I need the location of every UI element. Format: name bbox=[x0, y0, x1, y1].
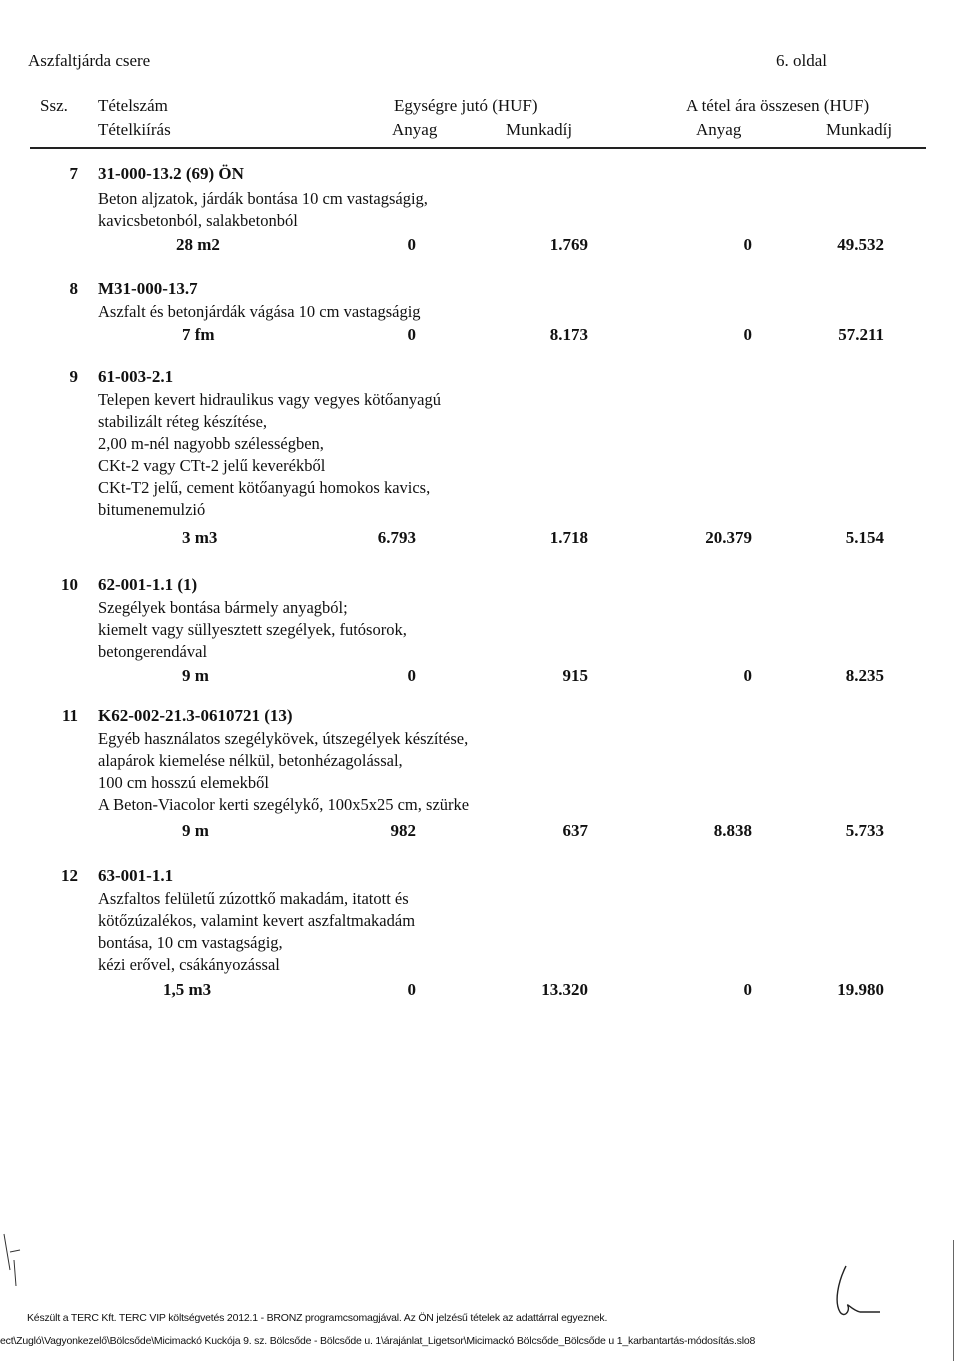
item-quantity: 3 m3 bbox=[182, 528, 218, 547]
page-number: 6. oldal bbox=[776, 51, 827, 70]
unit-munkadij: 13.320 bbox=[541, 980, 588, 999]
item-description bbox=[98, 188, 428, 232]
item-number: 8 bbox=[69, 279, 78, 298]
unit-munkadij: 8.173 bbox=[549, 325, 588, 344]
description-line: CKt-2 vagy CTt-2 jelű keverékből bbox=[98, 456, 326, 475]
page-edge-line bbox=[953, 1240, 954, 1361]
document-title: Aszfaltjárda csere bbox=[28, 51, 151, 70]
unit-anyag: 0 bbox=[407, 235, 416, 254]
item-number: 7 bbox=[69, 164, 78, 183]
description-line: Beton aljzatok, járdák bontása 10 cm vastagságig, bbox=[98, 189, 428, 208]
unit-anyag: 0 bbox=[407, 980, 416, 999]
total-anyag: 20.379 bbox=[705, 528, 752, 547]
col-tetelkiiras: Tételkiírás bbox=[98, 120, 171, 139]
description-line: Aszfaltos felületű zúzottkő makadám, itatott és bbox=[98, 889, 409, 908]
total-munkadij: 49.532 bbox=[837, 235, 884, 254]
description-line: kötőzúzalékos, valamint kevert aszfaltmakadám bbox=[98, 911, 416, 930]
item-quantity: 9 m bbox=[182, 666, 209, 685]
description-line: kézi erővel, csákányozással bbox=[98, 955, 280, 974]
item-description bbox=[98, 301, 421, 323]
description-line: Szegélyek bontása bármely anyagból; bbox=[98, 598, 348, 617]
item-description bbox=[98, 597, 407, 663]
description-line: A Beton-Viacolor kerti szegélykő, 100x5x25 cm, szürke bbox=[98, 795, 470, 814]
unit-munkadij: 1.718 bbox=[549, 528, 588, 547]
item-code: 62-001-1.1 (1) bbox=[98, 575, 198, 594]
total-munkadij: 19.980 bbox=[837, 980, 884, 999]
description-line: Egyéb használatos szegélykövek, útszegélyek készítése, bbox=[98, 729, 469, 748]
item-code: K62-002-21.3-0610721 (13) bbox=[98, 706, 293, 725]
description-line: Aszfalt és betonjárdák vágása 10 cm vastagságig bbox=[98, 302, 421, 321]
item-description bbox=[98, 728, 469, 816]
item-description bbox=[98, 389, 441, 521]
item-number: 9 bbox=[69, 367, 78, 386]
unit-munkadij: 1.769 bbox=[549, 235, 588, 254]
initials-mark-left bbox=[0, 1230, 30, 1290]
col-unit-anyag: Anyag bbox=[392, 120, 438, 139]
item-quantity: 9 m bbox=[182, 821, 209, 840]
footer-file-path: ect\Zugló\Vagyonkezelő\Bölcsőde\Micimackó Kuckója 9. sz. Bölcsőde - Bölcsőde u. 1\árajánlat_Ligetsor\Micimackó Bölcsőde_Bölcsőde u 1_karbantartás-módosítás.slo8 bbox=[0, 1335, 756, 1347]
description-line: CKt-T2 jelű, cement kötőanyagú homokos kavics, bbox=[98, 478, 431, 497]
total-anyag: 0 bbox=[743, 325, 752, 344]
col-total-group: A tétel ára összesen (HUF) bbox=[686, 96, 870, 115]
item-code: 63-001-1.1 bbox=[98, 866, 174, 885]
total-anyag: 8.838 bbox=[713, 821, 752, 840]
col-total-anyag: Anyag bbox=[696, 120, 742, 139]
description-line: 100 cm hosszú elemekből bbox=[98, 773, 269, 792]
item-code: 31-000-13.2 (69) ÖN bbox=[98, 164, 244, 183]
description-line: kiemelt vagy süllyesztett szegélyek, futósorok, bbox=[98, 620, 407, 639]
col-ssz: Ssz. bbox=[40, 96, 68, 115]
total-anyag: 0 bbox=[743, 666, 752, 685]
unit-anyag: 0 bbox=[407, 666, 416, 685]
item-number: 12 bbox=[61, 866, 78, 885]
unit-munkadij: 915 bbox=[562, 666, 588, 685]
unit-anyag: 0 bbox=[407, 325, 416, 344]
total-munkadij: 5.733 bbox=[845, 821, 884, 840]
total-anyag: 0 bbox=[743, 235, 752, 254]
item-code: M31-000-13.7 bbox=[98, 279, 198, 298]
description-line: bontása, 10 cm vastagságig, bbox=[98, 933, 283, 952]
unit-anyag: 982 bbox=[390, 821, 416, 840]
description-line: stabilizált réteg készítése, bbox=[98, 412, 268, 431]
description-line: Telepen kevert hidraulikus vagy vegyes kötőanyagú bbox=[98, 390, 441, 409]
description-line: bitumenemulzió bbox=[98, 500, 206, 519]
description-line: betongerendával bbox=[98, 642, 208, 661]
total-munkadij: 57.211 bbox=[838, 325, 884, 344]
description-line: kavicsbetonból, salakbetonból bbox=[98, 211, 298, 230]
col-unit-group: Egységre jutó (HUF) bbox=[394, 96, 538, 115]
item-code: 61-003-2.1 bbox=[98, 367, 174, 386]
unit-anyag: 6.793 bbox=[377, 528, 416, 547]
item-quantity: 1,5 m3 bbox=[163, 980, 212, 999]
item-number: 10 bbox=[61, 575, 78, 594]
description-line: 2,00 m-nél nagyobb szélességben, bbox=[98, 434, 324, 453]
description-line: alapárok kiemelése nélkül, betonhézagolással, bbox=[98, 751, 403, 770]
item-quantity: 7 fm bbox=[182, 325, 215, 344]
total-munkadij: 5.154 bbox=[845, 528, 884, 547]
col-unit-munkadij: Munkadíj bbox=[506, 120, 573, 139]
unit-munkadij: 637 bbox=[562, 821, 588, 840]
col-tetelszam: Tételszám bbox=[98, 96, 168, 115]
total-munkadij: 8.235 bbox=[845, 666, 884, 685]
signature-mark bbox=[826, 1262, 882, 1322]
footer-credit: Készült a TERC Kft. TERC VIP költségvetés 2012.1 - BRONZ programcsomagjával. Az ÖN jelzésű tételek az adattárral egyeznek. bbox=[27, 1312, 608, 1324]
header-divider bbox=[30, 147, 926, 149]
item-quantity: 28 m2 bbox=[176, 235, 220, 254]
col-total-munkadij: Munkadíj bbox=[826, 120, 893, 139]
item-description bbox=[98, 888, 415, 976]
total-anyag: 0 bbox=[743, 980, 752, 999]
item-number: 11 bbox=[61, 706, 78, 725]
